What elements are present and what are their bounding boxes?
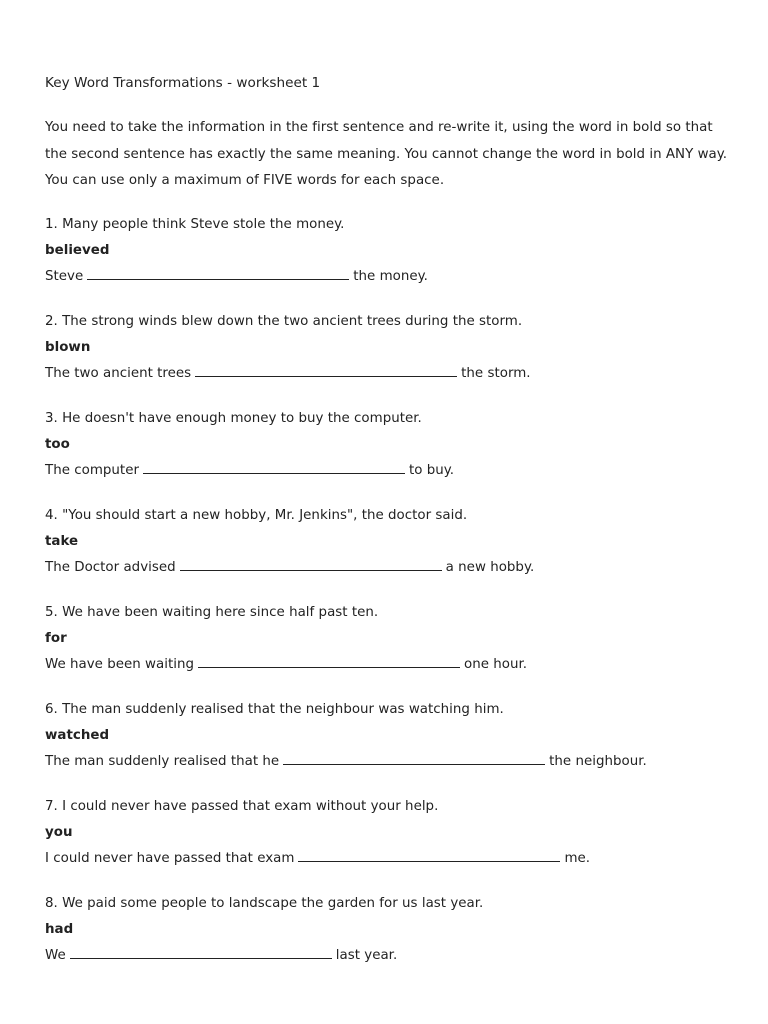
question-sentence: 6. The man suddenly realised that the neighbour was watching him. — [45, 702, 504, 717]
question-sentence: 5. We have been waiting here since half past ten. — [45, 605, 379, 620]
question-item — [45, 697, 647, 775]
question-item — [45, 212, 428, 290]
target-text-before: The computer — [45, 463, 139, 478]
instructions-paragraph: You need to take the information in the first sentence and re-write it, using the word in bold so that the second sentence has exactly the same meaning. You cannot change the word in bold in ANY way. You can use only a maximum of FIVE words for each space. — [45, 120, 728, 188]
question-sentence: 3. He doesn't have enough money to buy the computer. — [45, 411, 422, 426]
question-sentence: 2. The strong winds blew down the two ancient trees during the storm. — [45, 314, 523, 329]
target-text-before: The two ancient trees — [45, 366, 192, 381]
answer-blank[interactable] — [298, 848, 560, 862]
answer-blank[interactable] — [180, 557, 442, 571]
target-text-before: The Doctor advised — [45, 560, 176, 575]
target-text-before: I could never have passed that exam — [45, 851, 295, 866]
target-text-after: me. — [564, 851, 591, 866]
question-target-sentence — [45, 458, 454, 484]
worksheet-page — [45, 71, 735, 963]
question-item — [45, 503, 534, 581]
question-sentence: 4. "You should start a new hobby, Mr. Jenkins", the doctor said. — [45, 508, 468, 523]
target-text-after: the money. — [353, 269, 428, 284]
question-item — [45, 891, 483, 969]
target-text-before: The man suddenly realised that he — [45, 754, 280, 769]
target-text-before: We — [45, 948, 66, 963]
target-text-after: the storm. — [461, 366, 531, 381]
question-item — [45, 406, 454, 484]
question-target-sentence — [45, 943, 483, 969]
question-keyword: for — [45, 631, 67, 646]
question-target-sentence — [45, 264, 428, 290]
target-text-before: We have been waiting — [45, 657, 195, 672]
target-text-after: one hour. — [464, 657, 528, 672]
question-item — [45, 794, 590, 872]
worksheet-title: Key Word Transformations - worksheet 1 — [45, 75, 321, 91]
question-target-sentence — [45, 652, 527, 678]
question-keyword: had — [45, 922, 74, 937]
target-text-after: the neighbour. — [549, 754, 647, 769]
question-keyword: you — [45, 825, 73, 840]
question-target-sentence — [45, 555, 534, 581]
answer-blank[interactable] — [70, 945, 332, 959]
question-keyword: blown — [45, 340, 91, 355]
question-target-sentence — [45, 361, 531, 387]
question-sentence: 8. We paid some people to landscape the garden for us last year. — [45, 896, 484, 911]
question-target-sentence — [45, 846, 590, 872]
question-keyword: too — [45, 437, 70, 452]
target-text-after: to buy. — [408, 463, 455, 478]
answer-blank[interactable] — [195, 363, 457, 377]
target-text-after: a new hobby. — [445, 560, 535, 575]
target-text-after: last year. — [335, 948, 398, 963]
question-item — [45, 600, 527, 678]
answer-blank[interactable] — [87, 266, 349, 280]
answer-blank[interactable] — [198, 654, 460, 668]
answer-blank[interactable] — [143, 460, 405, 474]
question-keyword: take — [45, 534, 79, 549]
question-sentence: 1. Many people think Steve stole the money. — [45, 217, 345, 232]
question-keyword: believed — [45, 243, 110, 258]
target-text-before: Steve — [45, 269, 84, 284]
answer-blank[interactable] — [283, 751, 545, 765]
question-sentence: 7. I could never have passed that exam without your help. — [45, 799, 439, 814]
question-keyword: watched — [45, 728, 110, 743]
question-target-sentence — [45, 749, 647, 775]
question-item — [45, 309, 531, 387]
